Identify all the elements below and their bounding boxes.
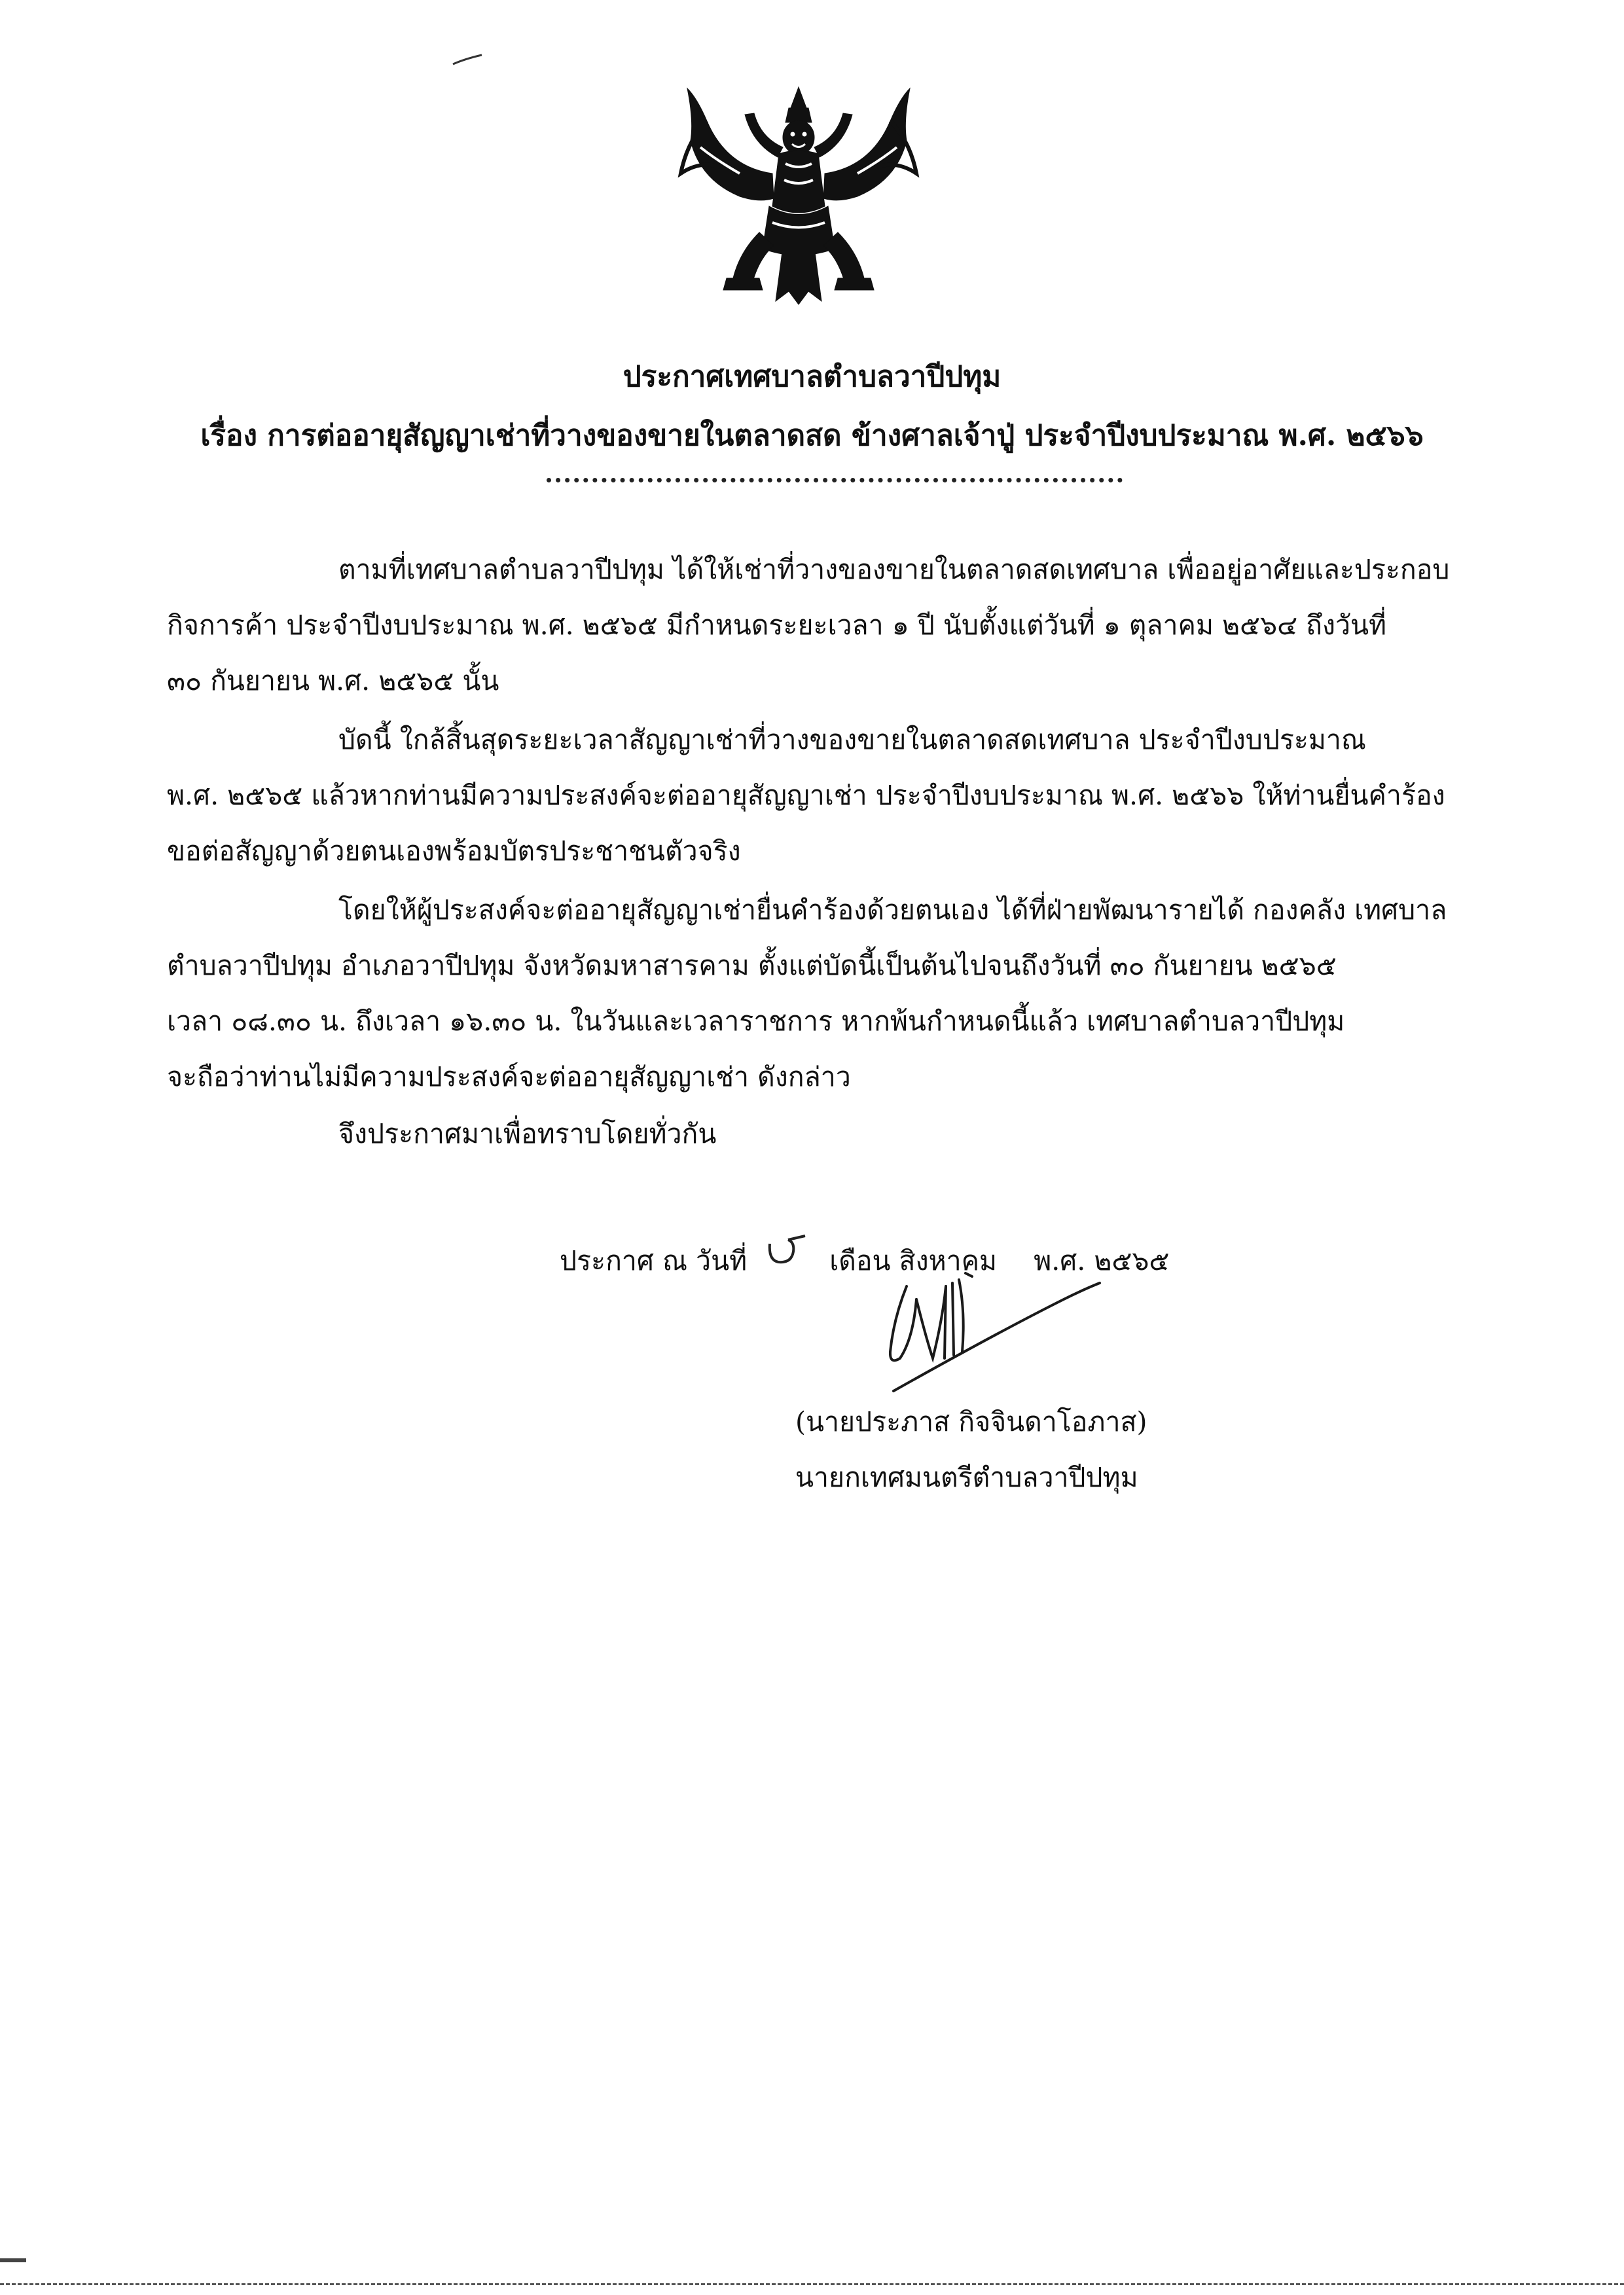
paragraph-3-line: โดยให้ผู้ประสงค์จะต่ออายุสัญญาเช่ายื่นคำร้องด้วยตนเอง ได้ที่ฝ่ายพัฒนารายได้ กองคลัง เทศบาล xyxy=(338,894,1447,926)
paragraph-3 xyxy=(167,882,1509,1105)
paragraph-1-line: ๓๐ กันยายน พ.ศ. ๒๕๖๕ นั้น xyxy=(167,665,499,696)
document-title: ประกาศเทศบาลตำบลวาปีปทุม xyxy=(623,360,1001,393)
handwritten-signature xyxy=(867,1260,1103,1401)
document-subject: เรื่อง การต่ออายุสัญญาเช่าที่วางของขายในตลาดสด ข้างศาลเจ้าปู่ ประจำปีงบประมาณ พ.ศ. ๒๕๖๖ xyxy=(200,419,1424,452)
paragraph-1-line: ตามที่เทศบาลตำบลวาปีปทุม ได้ให้เช่าที่วางของขายในตลาดสดเทศบาล เพื่ออยู่อาศัยและประกอบ xyxy=(338,554,1450,585)
paragraph-3-line: เวลา ๐๘.๓๐ น. ถึงเวลา ๑๖.๓๐ น. ในวันและเวลาราชการ หากพ้นกำหนดนี้แล้ว เทศบาลตำบลวาปีปทุม xyxy=(167,1005,1345,1037)
dotted-separator xyxy=(547,478,1123,482)
paragraph-2-line: บัดนี้ ใกล้สิ้นสุดระยะเวลาสัญญาเช่าที่วางของขายในตลาดสดเทศบาล ประจำปีงบประมาณ xyxy=(338,724,1366,755)
scan-edge-mark xyxy=(0,2258,26,2262)
paragraph-1 xyxy=(167,542,1509,709)
handwritten-day-mark xyxy=(762,1231,814,1270)
announcement-year: พ.ศ. ๒๕๖๕ xyxy=(1034,1245,1170,1276)
paragraph-2 xyxy=(167,712,1509,879)
paragraph-2-line: ขอต่อสัญญาด้วยตนเองพร้อมบัตรประชาชนตัวจริง xyxy=(167,835,741,867)
paragraph-2-line: พ.ศ. ๒๕๖๕ แล้วหากท่านมีความประสงค์จะต่ออายุสัญญาเช่า ประจำปีงบประมาณ พ.ศ. ๒๕๖๖ ให้ท่านยื่นคำร้อง xyxy=(167,780,1445,811)
stray-pen-mark xyxy=(452,52,484,67)
paragraph-3-line: ตำบลวาปีปทุม อำเภอวาปีปทุม จังหวัดมหาสารคาม ตั้งแต่บัดนี้เป็นต้นไปจนถึงวันที่ ๓๐ กันยายน ๒๕๖๕ xyxy=(167,950,1337,981)
signatory-name: (นายประภาส กิจจินดาโอภาส) xyxy=(795,1406,1147,1437)
paragraph-3-line: จะถือว่าท่านไม่มีความประสงค์จะต่ออายุสัญญาเช่า ดังกล่าว xyxy=(167,1061,851,1093)
signatory-position: นายกเทศมนตรีตำบลวาปีปทุม xyxy=(795,1462,1138,1493)
paragraph-4-line: จึงประกาศมาเพื่อทราบโดยทั่วกัน xyxy=(338,1118,717,1149)
announcement-month: เดือน สิงหาคม xyxy=(829,1245,998,1276)
announcement-prefix: ประกาศ ณ วันที่ xyxy=(560,1245,748,1276)
scan-bottom-rule xyxy=(0,2283,1624,2285)
paragraph-4 xyxy=(167,1106,1509,1162)
paragraph-1-line: กิจการค้า ประจำปีงบประมาณ พ.ศ. ๒๕๖๕ มีกำหนดระยะเวลา ๑ ปี นับตั้งแต่วันที่ ๑ ตุลาคม ๒๕๖๔ ถึงวันที่ xyxy=(167,609,1387,641)
garuda-emblem-icon xyxy=(661,82,936,308)
